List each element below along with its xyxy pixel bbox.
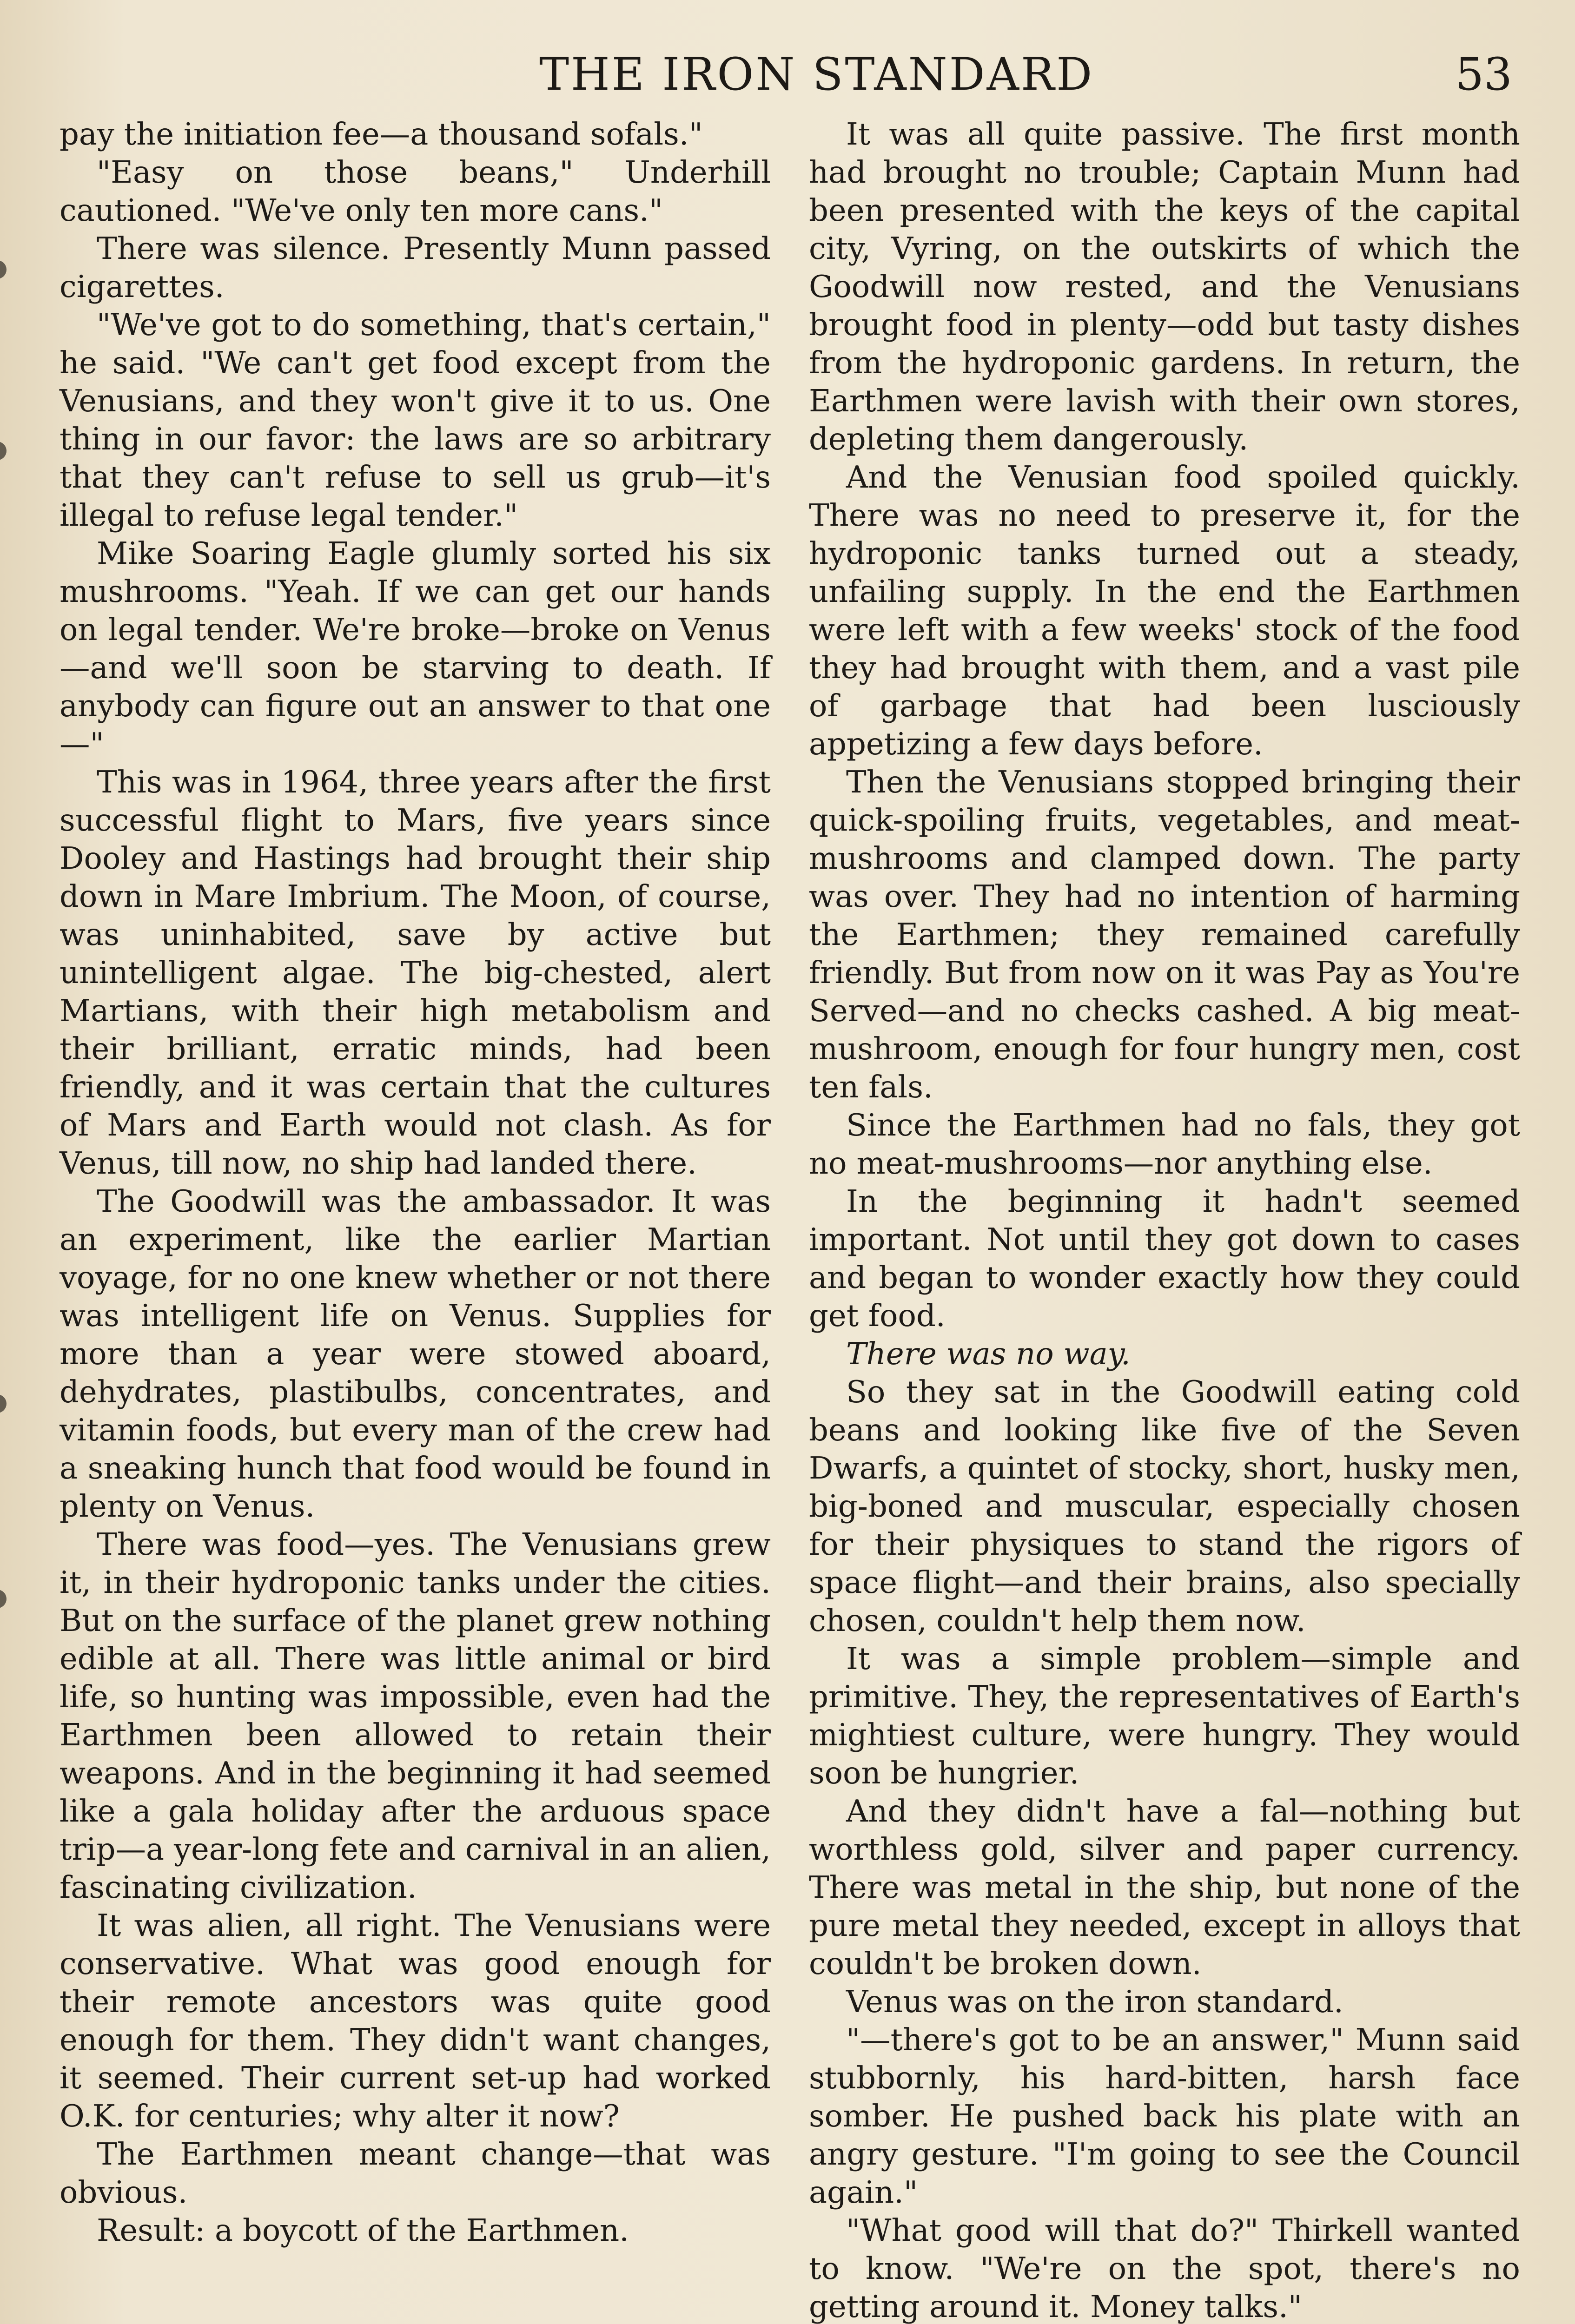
paragraph: Mike Soaring Eagle glumly sorted his six mushrooms. "Yeah. If we can get our hands on legal tender. We're broke—broke on Venus—and we'll soon be starving to death. If anybody can figure out an answer to that one—" <box>60 536 771 762</box>
running-header <box>0 44 1575 105</box>
paragraph: Result: a boycott of the Earthmen. <box>97 2213 629 2248</box>
paragraph: And the Venusian food spoiled quickly. There was no need to preserve it, for the hydroponic tanks turned out a steady, unfailing supply. In the end the Earthmen were left with a few weeks' stock of the food they had brought with them, and a vast pile of garbage that had been lusciously appetizing a few days before. <box>809 460 1520 762</box>
paragraph: In the beginning it hadn't seemed important. Not until they got down to cases and began to wonder exactly how they could get food. <box>809 1184 1520 1334</box>
binding-hole-mark <box>0 442 7 460</box>
paragraph: pay the initiation fee—a thousand sofals." <box>60 117 703 152</box>
binding-hole-mark <box>0 1590 7 1608</box>
binding-hole-mark <box>0 260 7 279</box>
paragraph: Since the Earthmen had no fals, they got no meat-mushrooms—nor anything else. <box>809 1108 1520 1181</box>
paragraph: "What good will that do?" Thirkell wanted to know. "We're on the spot, there's no getting around it. Money talks." <box>809 2213 1520 2324</box>
paragraph: There was no way. <box>846 1336 1131 1372</box>
paragraph: And they didn't have a fal—nothing but worthless gold, silver and paper currency. There was metal in the ship, but none of the pure metal they needed, except in alloys that couldn't be broken down. <box>809 1794 1520 1981</box>
running-title: THE IRON STANDARD <box>539 48 1094 100</box>
paragraph: This was in 1964, three years after the first successful flight to Mars, five years since Dooley and Hastings had brought their ship down in Mare Imbrium. The Moon, of course, was uninhabited, save by active but unintelligent algae. The big-chested, alert Martians, with their high metabolism and their brilliant, erratic minds, had been friendly, and it was certain that the cultures of Mars and Earth would not clash. As for Venus, till now, no ship had landed there. <box>60 765 771 1181</box>
binding-hole-mark <box>0 1394 7 1413</box>
paragraph: Then the Venusians stopped bringing their quick-spoiling fruits, vegetables, and meat-mushrooms and clamped down. The party was over. They had no intention of harming the Earthmen; they remained carefully friendly. But from now on it was Pay as You're Served—and no checks cashed. A big meat-mushroom, enough for four hungry men, cost ten fals. <box>809 765 1520 1105</box>
paragraph: Venus was on the iron standard. <box>846 1984 1343 2020</box>
paragraph: "We've got to do something, that's certain," he said. "We can't get food except from the Venusians, and they won't give it to us. One thing in our favor: the laws are so arbitrary that they can't refuse to sell us grub—it's illegal to refuse legal tender." <box>60 307 771 533</box>
paragraph: There was silence. Presently Munn passed cigarettes. <box>60 231 771 304</box>
paragraph: The Earthmen meant change—that was obvious. <box>60 2137 771 2210</box>
left-text-column <box>60 115 771 2250</box>
paragraph: "—there's got to be an answer," Munn said stubbornly, his hard-bitten, harsh face somber. He pushed back his plate with an angry gesture. "I'm going to see the Council again." <box>809 2022 1520 2210</box>
paragraph: So they sat in the Goodwill eating cold beans and looking like five of the Seven Dwarfs, a quintet of stocky, short, husky men, big-boned and muscular, especially chosen for their physiques to stand the rigors of space flight—and their brains, also specially chosen, couldn't help them now. <box>809 1374 1520 1638</box>
paragraph: "Easy on those beans," Underhill cautioned. "We've only ten more cans." <box>60 155 771 228</box>
paragraph: It was a simple problem—simple and primitive. They, the representatives of Earth's mightiest culture, were hungry. They would soon be hungrier. <box>809 1641 1520 1791</box>
paragraph: The Goodwill was the ambassador. It was an experiment, like the earlier Martian voyage, for no one knew whether or not there was intelligent life on Venus. Supplies for more than a year were stowed aboard, dehydrates, plastibulbs, concentrates, and vitamin foods, but every man of the crew had a sneaking hunch that food would be found in plenty on Venus. <box>60 1184 771 1524</box>
paragraph: It was alien, all right. The Venusians were conservative. What was good enough for their remote ancestors was quite good enough for them. They didn't want changes, it seemed. Their current set-up had worked O.K. for centuries; why alter it now? <box>60 1908 771 2134</box>
right-text-column <box>809 115 1520 2324</box>
paragraph: It was all quite passive. The first month had brought no trouble; Captain Munn had been presented with the keys of the capital city, Vyring, on the outskirts of which the Goodwill now rested, and the Venusians brought food in plenty—odd but tasty dishes from the hydroponic gardens. In return, the Earthmen were lavish with their own stores, depleting them dangerously. <box>809 117 1520 457</box>
paragraph: There was food—yes. The Venusians grew it, in their hydroponic tanks under the cities. But on the surface of the planet grew nothing edible at all. There was little animal or bird life, so hunting was impossible, even had the Earthmen been allowed to retain their weapons. And in the beginning it had seemed like a gala holiday after the arduous space trip—a year-long fete and carnival in an alien, fascinating civilization. <box>60 1527 771 1905</box>
page-number: 53 <box>1455 48 1512 100</box>
